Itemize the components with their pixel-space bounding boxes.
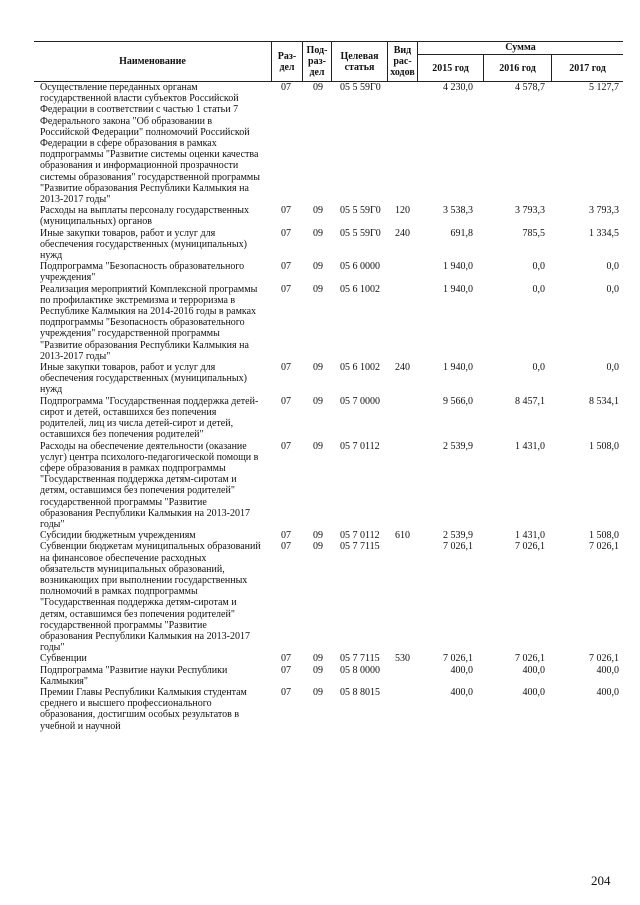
table-row bbox=[34, 228, 623, 262]
row-razdel: 07 bbox=[281, 205, 291, 217]
row-y2015: 400,0 bbox=[450, 686, 473, 698]
row-name: Реализация мероприятий Комплексной программы по профилактике экстремизма и терроризма в Республике Калмыкия на 2014-2016 годы в рамках подпрограммы "Безопасность образовательного учреждения" государственной программы "Развитие образования Республики Калмыкия на 2013-2017 годы" bbox=[40, 283, 258, 362]
row-podrazdel: 09 bbox=[313, 530, 323, 542]
row-name: Иные закупки товаров, работ и услуг для обеспечения государственных (муниципальных) нужд bbox=[40, 362, 247, 396]
row-razdel: 07 bbox=[281, 653, 291, 665]
table-row bbox=[34, 687, 623, 732]
row-name: Субсидии бюджетным учреждениям bbox=[40, 530, 196, 542]
row-y2015: 7 026,1 bbox=[443, 541, 473, 553]
row-podrazdel: 09 bbox=[313, 227, 323, 239]
row-y2016: 7 026,1 bbox=[515, 653, 545, 665]
col-header-razdel: Раз- дел bbox=[277, 50, 297, 73]
row-podrazdel: 09 bbox=[313, 362, 323, 374]
table-row bbox=[34, 284, 623, 362]
row-y2015: 691,8 bbox=[450, 227, 473, 239]
row-target: 05 8 0000 bbox=[340, 664, 380, 676]
row-vid: 610 bbox=[395, 530, 410, 542]
row-vid: 530 bbox=[395, 653, 410, 665]
row-vid: 240 bbox=[395, 227, 410, 239]
row-vid: 120 bbox=[395, 205, 410, 217]
row-y2016: 3 793,3 bbox=[515, 205, 545, 217]
row-y2016: 1 431,0 bbox=[515, 440, 545, 452]
table-row bbox=[34, 441, 623, 531]
row-y2015: 2 539,9 bbox=[443, 530, 473, 542]
row-target: 05 7 0000 bbox=[340, 395, 380, 407]
row-y2016: 4 578,7 bbox=[515, 82, 545, 93]
col-header-podrazdel: Под- раз- дел bbox=[306, 45, 328, 78]
row-y2016: 400,0 bbox=[522, 686, 545, 698]
row-y2017: 3 793,3 bbox=[589, 205, 619, 217]
row-target: 05 6 0000 bbox=[340, 261, 380, 273]
row-y2017: 1 508,0 bbox=[589, 440, 619, 452]
row-target: 05 6 1002 bbox=[340, 283, 380, 295]
row-podrazdel: 09 bbox=[313, 283, 323, 295]
col-header-2015: 2015 год bbox=[432, 62, 469, 74]
table-row bbox=[34, 653, 623, 664]
row-name: Премии Главы Республики Калмыкия студентам среднего и высшего профессионального образования, достигшим особых результатов в учебной и научной bbox=[40, 686, 247, 732]
col-header-sum: Сумма bbox=[505, 42, 536, 53]
row-name: Расходы на обеспечение деятельности (оказание услуг) центра психолого-педагогической помощи в сфере образования в рамках подпрограммы "Государственная поддержка детям-сиротам и детям, оставшимся без попечения родителей" государственной программы "Развитие образования Республики Калмыкия на 2013-2017 годы" bbox=[40, 440, 259, 530]
row-y2015: 4 230,0 bbox=[443, 82, 473, 93]
row-y2016: 7 026,1 bbox=[515, 541, 545, 553]
row-podrazdel: 09 bbox=[313, 653, 323, 665]
row-y2015: 1 940,0 bbox=[443, 362, 473, 374]
row-name: Подпрограмма "Государственная поддержка детей-сирот и детей, оставшихся без попечения родителей, лиц из числа детей-сирот и детей, оставшихся без попечения родителей" bbox=[40, 395, 259, 441]
table-body bbox=[34, 82, 623, 732]
row-y2016: 1 431,0 bbox=[515, 530, 545, 542]
row-razdel: 07 bbox=[281, 530, 291, 542]
row-razdel: 07 bbox=[281, 541, 291, 553]
row-y2015: 2 539,9 bbox=[443, 440, 473, 452]
row-target: 05 7 0112 bbox=[340, 440, 380, 452]
table-row bbox=[34, 261, 623, 283]
row-razdel: 07 bbox=[281, 440, 291, 452]
row-target: 05 7 7115 bbox=[340, 541, 380, 553]
row-name: Подпрограмма "Безопасность образовательного учреждения" bbox=[40, 261, 245, 284]
row-y2017: 400,0 bbox=[596, 686, 619, 698]
row-target: 05 8 8015 bbox=[340, 686, 380, 698]
row-y2016: 8 457,1 bbox=[515, 395, 545, 407]
row-razdel: 07 bbox=[281, 82, 291, 93]
row-y2017: 1 334,5 bbox=[589, 227, 619, 239]
row-y2015: 3 538,3 bbox=[443, 205, 473, 217]
row-podrazdel: 09 bbox=[313, 686, 323, 698]
row-podrazdel: 09 bbox=[313, 261, 323, 273]
row-y2017: 0,0 bbox=[606, 362, 619, 374]
table-row bbox=[34, 665, 623, 687]
col-header-2017: 2017 год bbox=[569, 62, 606, 74]
row-target: 05 5 59Г0 bbox=[340, 82, 381, 93]
row-y2015: 9 566,0 bbox=[443, 395, 473, 407]
row-y2016: 785,5 bbox=[522, 227, 545, 239]
row-podrazdel: 09 bbox=[313, 82, 323, 93]
row-podrazdel: 09 bbox=[313, 205, 323, 217]
page-number: 204 bbox=[591, 873, 611, 888]
row-name: Осуществление переданных органам государственной власти субъектов Российской Федерации в соответствии с частью 1 статьи 7 Федерального закона "Об образовании в Российской Федерации" полномочий Российской Федерации в сфере образования в рамках подпрограммы "Развитие системы оценки качества образования и информационной прозрачности системы образования" государственной программы "Развитие образования Республики Калмыкия на 2013-2017 годы" bbox=[40, 82, 260, 206]
row-y2015: 1 940,0 bbox=[443, 283, 473, 295]
row-vid: 240 bbox=[395, 362, 410, 374]
row-y2017: 5 127,7 bbox=[589, 82, 619, 93]
row-target: 05 5 59Г0 bbox=[340, 227, 381, 239]
table-row bbox=[34, 530, 623, 541]
row-razdel: 07 bbox=[281, 686, 291, 698]
row-y2016: 0,0 bbox=[532, 261, 545, 273]
row-name: Субвенции бюджетам муниципальных образований на финансовое обеспечение расходных обязательств муниципальных образований, возникающих при выполнении государственных полномочий в рамках подпрограммы "Государственная поддержка детям-сиротам и детям, оставшимся без попечения родителей" государственной программы "Развитие образования Республики Калмыкия на 2013-2017 годы" bbox=[40, 541, 261, 654]
row-y2015: 400,0 bbox=[450, 664, 473, 676]
row-target: 05 6 1002 bbox=[340, 362, 380, 374]
row-name: Субвенции bbox=[40, 653, 87, 665]
row-podrazdel: 09 bbox=[313, 395, 323, 407]
col-header-target: Целевая статья bbox=[340, 50, 379, 73]
row-y2017: 8 534,1 bbox=[589, 395, 619, 407]
table-row bbox=[34, 82, 623, 205]
row-razdel: 07 bbox=[281, 664, 291, 676]
row-y2017: 1 508,0 bbox=[589, 530, 619, 542]
col-header-vid: Вид рас- ходов bbox=[390, 45, 415, 78]
row-podrazdel: 09 bbox=[313, 541, 323, 553]
row-podrazdel: 09 bbox=[313, 664, 323, 676]
row-y2017: 0,0 bbox=[606, 261, 619, 273]
row-razdel: 07 bbox=[281, 362, 291, 374]
row-razdel: 07 bbox=[281, 395, 291, 407]
table-row bbox=[34, 396, 623, 441]
table-row bbox=[34, 362, 623, 396]
row-y2016: 400,0 bbox=[522, 664, 545, 676]
row-razdel: 07 bbox=[281, 283, 291, 295]
table-row bbox=[34, 541, 623, 653]
row-y2017: 400,0 bbox=[596, 664, 619, 676]
row-name: Подпрограмма "Развитие науки Республики Калмыкия" bbox=[40, 664, 228, 687]
table-row bbox=[34, 205, 623, 227]
row-target: 05 7 0112 bbox=[340, 530, 380, 542]
row-target: 05 7 7115 bbox=[340, 653, 380, 665]
row-y2015: 7 026,1 bbox=[443, 653, 473, 665]
row-y2017: 0,0 bbox=[606, 283, 619, 295]
row-razdel: 07 bbox=[281, 227, 291, 239]
row-target: 05 5 59Г0 bbox=[340, 205, 381, 217]
row-y2017: 7 026,1 bbox=[589, 653, 619, 665]
row-podrazdel: 09 bbox=[313, 440, 323, 452]
row-y2016: 0,0 bbox=[532, 362, 545, 374]
row-y2017: 7 026,1 bbox=[589, 541, 619, 553]
row-y2016: 0,0 bbox=[532, 283, 545, 295]
row-name: Иные закупки товаров, работ и услуг для обеспечения государственных (муниципальных) нужд bbox=[40, 227, 247, 262]
row-y2015: 1 940,0 bbox=[443, 261, 473, 273]
row-name: Расходы на выплаты персоналу государственных (муниципальных) органов bbox=[40, 205, 250, 228]
col-header-name: Наименование bbox=[119, 56, 186, 67]
row-razdel: 07 bbox=[281, 261, 291, 273]
table-header bbox=[34, 41, 623, 82]
col-header-2016: 2016 год bbox=[499, 62, 536, 74]
